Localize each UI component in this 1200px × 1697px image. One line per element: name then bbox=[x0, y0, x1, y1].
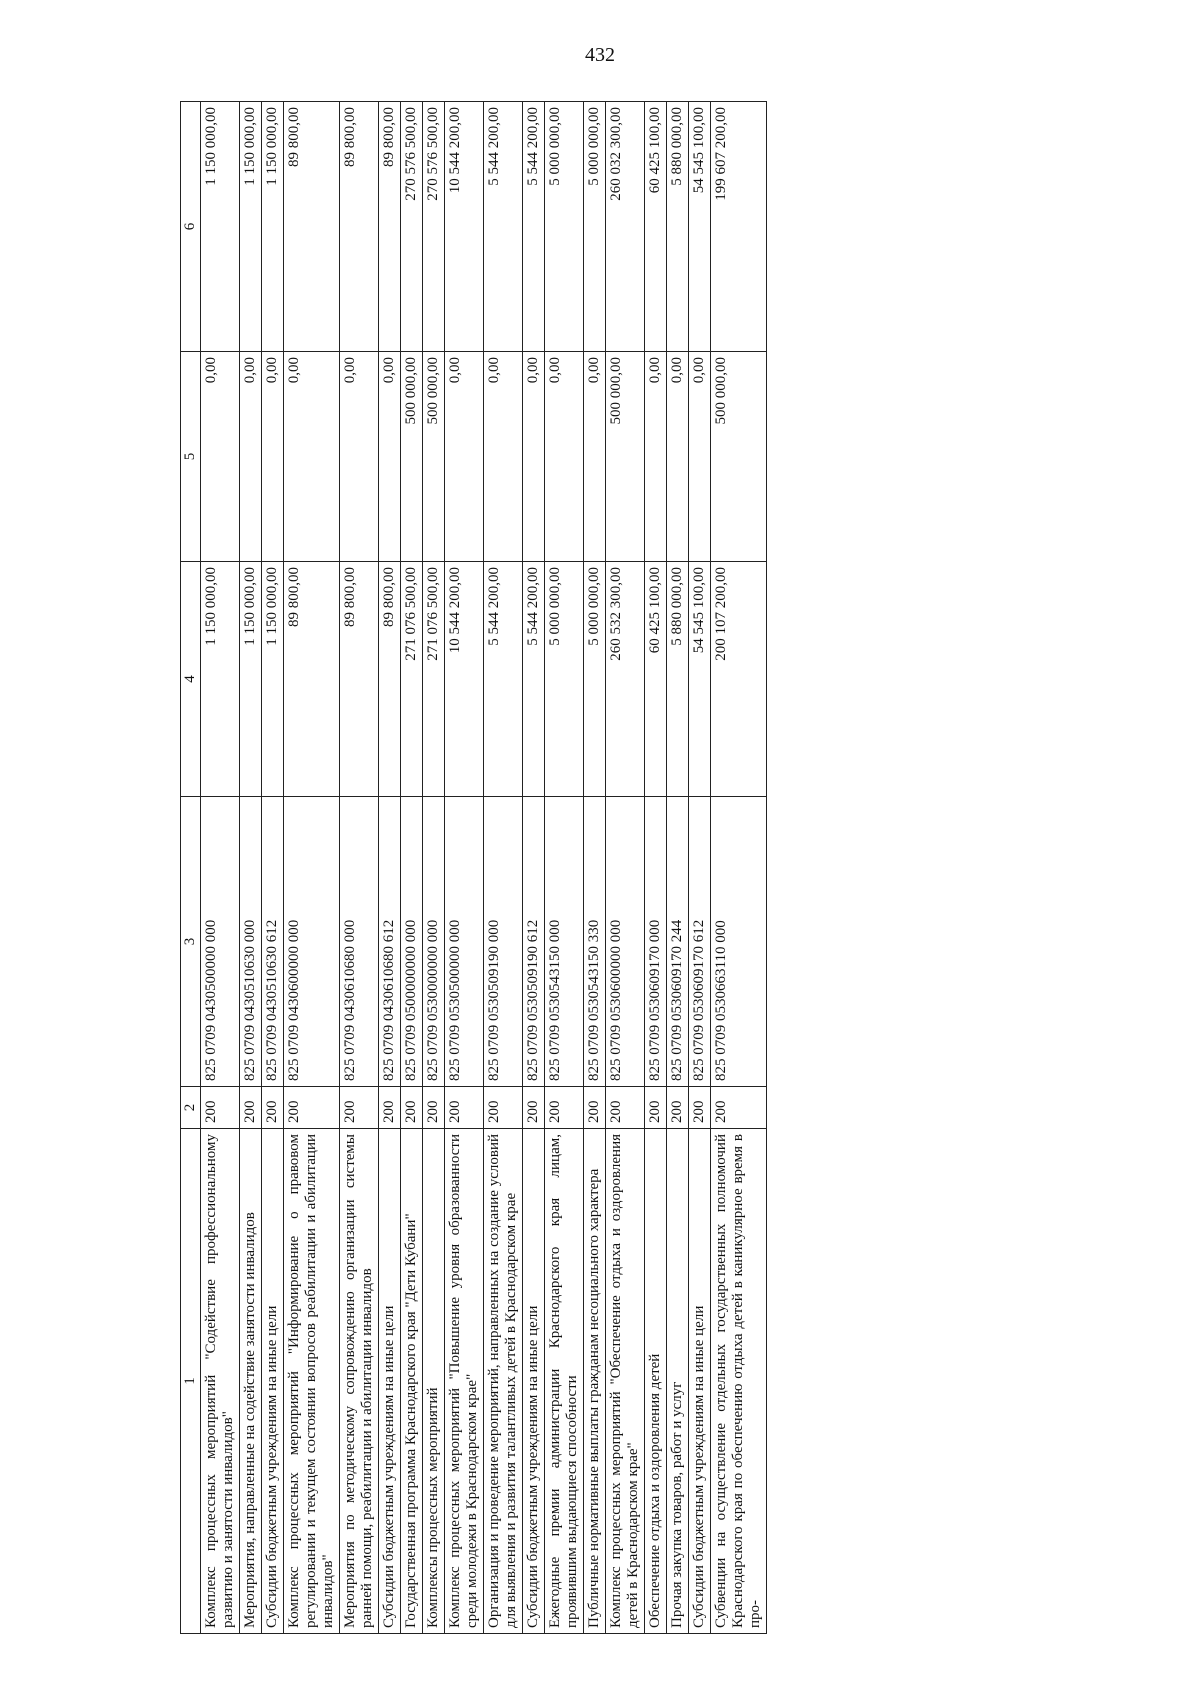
cell-v5: 0,00 bbox=[645, 352, 667, 562]
cell-name: Организация и проведение мероприятий, направленных на создание условий для выявления и развития талантливых детей в Краснодарском крае bbox=[484, 1129, 523, 1634]
cell-v4: 10 544 200,00 bbox=[445, 562, 484, 797]
cell-v6: 260 032 300,00 bbox=[606, 102, 645, 352]
cell-name: Субсидии бюджетным учреждениям на иные цели bbox=[262, 1129, 284, 1634]
cell-name: Субсидии бюджетным учреждениям на иные цели bbox=[379, 1129, 401, 1634]
cell-v6: 89 800,00 bbox=[379, 102, 401, 352]
cell-name: Прочая закупка товаров, работ и услуг bbox=[667, 1129, 689, 1634]
cell-c2: 200 bbox=[667, 1087, 689, 1129]
cell-name: Публичные нормативные выплаты гражданам несоциального характера bbox=[584, 1129, 606, 1634]
cell-name: Государственная программа Краснодарского края "Дети Кубани" bbox=[401, 1129, 423, 1634]
cell-code: 825 0709 0430510630 612 bbox=[262, 797, 284, 1087]
rotated-table-wrapper bbox=[180, 102, 1092, 1634]
cell-c2: 200 bbox=[201, 1087, 240, 1129]
table-row bbox=[262, 102, 284, 1634]
cell-c2: 200 bbox=[262, 1087, 284, 1129]
table-row bbox=[423, 102, 445, 1634]
cell-v4: 60 425 100,00 bbox=[645, 562, 667, 797]
cell-code: 825 0709 0430510630 000 bbox=[240, 797, 262, 1087]
cell-v6: 60 425 100,00 bbox=[645, 102, 667, 352]
cell-v5: 500 000,00 bbox=[423, 352, 445, 562]
cell-code: 825 0709 0530543150 330 bbox=[584, 797, 606, 1087]
header-cell: 4 bbox=[181, 562, 201, 797]
header-row bbox=[181, 102, 201, 1634]
cell-code: 825 0709 0530509190 000 bbox=[484, 797, 523, 1087]
cell-c2: 200 bbox=[523, 1087, 545, 1129]
cell-code: 825 0709 0530600000 000 bbox=[606, 797, 645, 1087]
table-row bbox=[645, 102, 667, 1634]
cell-v6: 199 607 200,00 bbox=[711, 102, 767, 352]
table-row bbox=[484, 102, 523, 1634]
cell-code: 825 0709 0530609170 244 bbox=[667, 797, 689, 1087]
cell-v4: 200 107 200,00 bbox=[711, 562, 767, 797]
table-row bbox=[201, 102, 240, 1634]
cell-v5: 0,00 bbox=[240, 352, 262, 562]
cell-name: Комплекс процессных мероприятий "Повышение уровня образованности среди молодежи в Краснодарском крае" bbox=[445, 1129, 484, 1634]
cell-name: Субсидии бюджетным учреждениям на иные цели bbox=[689, 1129, 711, 1634]
cell-v6: 5 544 200,00 bbox=[484, 102, 523, 352]
cell-v5: 500 000,00 bbox=[606, 352, 645, 562]
cell-v5: 0,00 bbox=[379, 352, 401, 562]
cell-name: Комплекс процессных мероприятий "Обеспечение отдыха и оздоровления детей в Краснодарском крае" bbox=[606, 1129, 645, 1634]
cell-name: Субвенции на осуществление отдельных государственных полномочий Краснодарского края по обеспечению отдыха детей в каникулярное время в про- bbox=[711, 1129, 767, 1634]
cell-v4: 89 800,00 bbox=[284, 562, 340, 797]
cell-v5: 0,00 bbox=[689, 352, 711, 562]
table-row bbox=[523, 102, 545, 1634]
table-row bbox=[667, 102, 689, 1634]
cell-code: 825 0709 0530000000 000 bbox=[423, 797, 445, 1087]
cell-v4: 1 150 000,00 bbox=[240, 562, 262, 797]
cell-v5: 0,00 bbox=[445, 352, 484, 562]
cell-code: 825 0709 0530509190 612 bbox=[523, 797, 545, 1087]
table-row bbox=[240, 102, 262, 1634]
cell-v5: 0,00 bbox=[523, 352, 545, 562]
cell-v6: 54 545 100,00 bbox=[689, 102, 711, 352]
cell-v4: 89 800,00 bbox=[379, 562, 401, 797]
cell-c2: 200 bbox=[379, 1087, 401, 1129]
cell-c2: 200 bbox=[401, 1087, 423, 1129]
cell-name: Комплекс процессных мероприятий "Информирование о правовом регулировании и текущем состоянии вопросов реабилитации и абилитации инвалидов" bbox=[284, 1129, 340, 1634]
table-row bbox=[711, 102, 767, 1634]
cell-v5: 0,00 bbox=[340, 352, 379, 562]
cell-v6: 1 150 000,00 bbox=[240, 102, 262, 352]
cell-c2: 200 bbox=[445, 1087, 484, 1129]
cell-v4: 5 544 200,00 bbox=[484, 562, 523, 797]
cell-v4: 5 000 000,00 bbox=[545, 562, 584, 797]
cell-v5: 0,00 bbox=[284, 352, 340, 562]
cell-v4: 54 545 100,00 bbox=[689, 562, 711, 797]
header-cell: 5 bbox=[181, 352, 201, 562]
cell-v6: 5 544 200,00 bbox=[523, 102, 545, 352]
cell-v4: 1 150 000,00 bbox=[201, 562, 240, 797]
cell-v6: 5 000 000,00 bbox=[584, 102, 606, 352]
cell-c2: 200 bbox=[645, 1087, 667, 1129]
cell-code: 825 0709 0500000000 000 bbox=[401, 797, 423, 1087]
cell-v4: 271 076 500,00 bbox=[423, 562, 445, 797]
cell-c2: 200 bbox=[545, 1087, 584, 1129]
cell-code: 825 0709 0430600000 000 bbox=[284, 797, 340, 1087]
table-row bbox=[401, 102, 423, 1634]
cell-v5: 0,00 bbox=[667, 352, 689, 562]
cell-v4: 5 544 200,00 bbox=[523, 562, 545, 797]
cell-name: Ежегодные премии администрации Краснодарского края лицам, проявившим выдающиеся способности bbox=[545, 1129, 584, 1634]
cell-v6: 5 880 000,00 bbox=[667, 102, 689, 352]
cell-v6: 270 576 500,00 bbox=[401, 102, 423, 352]
cell-v5: 0,00 bbox=[262, 352, 284, 562]
cell-v5: 0,00 bbox=[584, 352, 606, 562]
cell-code: 825 0709 0530609170 612 bbox=[689, 797, 711, 1087]
cell-v5: 500 000,00 bbox=[401, 352, 423, 562]
table-row bbox=[379, 102, 401, 1634]
header-cell: 2 bbox=[181, 1087, 201, 1129]
cell-name: Мероприятия, направленные на содействие занятости инвалидов bbox=[240, 1129, 262, 1634]
cell-v6: 10 544 200,00 bbox=[445, 102, 484, 352]
header-cell: 6 bbox=[181, 102, 201, 352]
cell-code: 825 0709 0530609170 000 bbox=[645, 797, 667, 1087]
cell-c2: 200 bbox=[340, 1087, 379, 1129]
cell-c2: 200 bbox=[423, 1087, 445, 1129]
cell-code: 825 0709 0430610680 000 bbox=[340, 797, 379, 1087]
cell-v6: 89 800,00 bbox=[284, 102, 340, 352]
cell-v4: 5 880 000,00 bbox=[667, 562, 689, 797]
cell-name: Обеспечение отдыха и оздоровления детей bbox=[645, 1129, 667, 1634]
cell-name: Комплексы процессных мероприятий bbox=[423, 1129, 445, 1634]
cell-name: Комплекс процессных мероприятий "Содействие профессиональному развитию и занятости инвалидов" bbox=[201, 1129, 240, 1634]
cell-v6: 5 000 000,00 bbox=[545, 102, 584, 352]
page-number: 432 bbox=[585, 44, 615, 66]
table-row bbox=[689, 102, 711, 1634]
cell-c2: 200 bbox=[484, 1087, 523, 1129]
table-row bbox=[545, 102, 584, 1634]
cell-v4: 5 000 000,00 bbox=[584, 562, 606, 797]
cell-v4: 260 532 300,00 bbox=[606, 562, 645, 797]
cell-code: 825 0709 0430500000 000 bbox=[201, 797, 240, 1087]
cell-c2: 200 bbox=[606, 1087, 645, 1129]
budget-table bbox=[180, 101, 767, 1634]
cell-v5: 0,00 bbox=[545, 352, 584, 562]
cell-c2: 200 bbox=[584, 1087, 606, 1129]
cell-code: 825 0709 0430610680 612 bbox=[379, 797, 401, 1087]
cell-v6: 1 150 000,00 bbox=[201, 102, 240, 352]
cell-v4: 1 150 000,00 bbox=[262, 562, 284, 797]
cell-c2: 200 bbox=[284, 1087, 340, 1129]
cell-c2: 200 bbox=[711, 1087, 767, 1129]
cell-v5: 500 000,00 bbox=[711, 352, 767, 562]
cell-name: Субсидии бюджетным учреждениям на иные цели bbox=[523, 1129, 545, 1634]
cell-code: 825 0709 0530500000 000 bbox=[445, 797, 484, 1087]
cell-name: Мероприятия по методическому сопровождению организации системы ранней помощи, реабилитации и абилитации инвалидов bbox=[340, 1129, 379, 1634]
cell-code: 825 0709 0530663110 000 bbox=[711, 797, 767, 1087]
cell-c2: 200 bbox=[689, 1087, 711, 1129]
header-cell: 1 bbox=[181, 1129, 201, 1634]
cell-v6: 1 150 000,00 bbox=[262, 102, 284, 352]
cell-v6: 270 576 500,00 bbox=[423, 102, 445, 352]
table-row bbox=[284, 102, 340, 1634]
cell-v6: 89 800,00 bbox=[340, 102, 379, 352]
cell-code: 825 0709 0530543150 000 bbox=[545, 797, 584, 1087]
table-row bbox=[340, 102, 379, 1634]
cell-v5: 0,00 bbox=[201, 352, 240, 562]
cell-c2: 200 bbox=[240, 1087, 262, 1129]
table-row bbox=[445, 102, 484, 1634]
table-row bbox=[606, 102, 645, 1634]
header-cell: 3 bbox=[181, 797, 201, 1087]
cell-v4: 271 076 500,00 bbox=[401, 562, 423, 797]
cell-v5: 0,00 bbox=[484, 352, 523, 562]
cell-v4: 89 800,00 bbox=[340, 562, 379, 797]
table-row bbox=[584, 102, 606, 1634]
